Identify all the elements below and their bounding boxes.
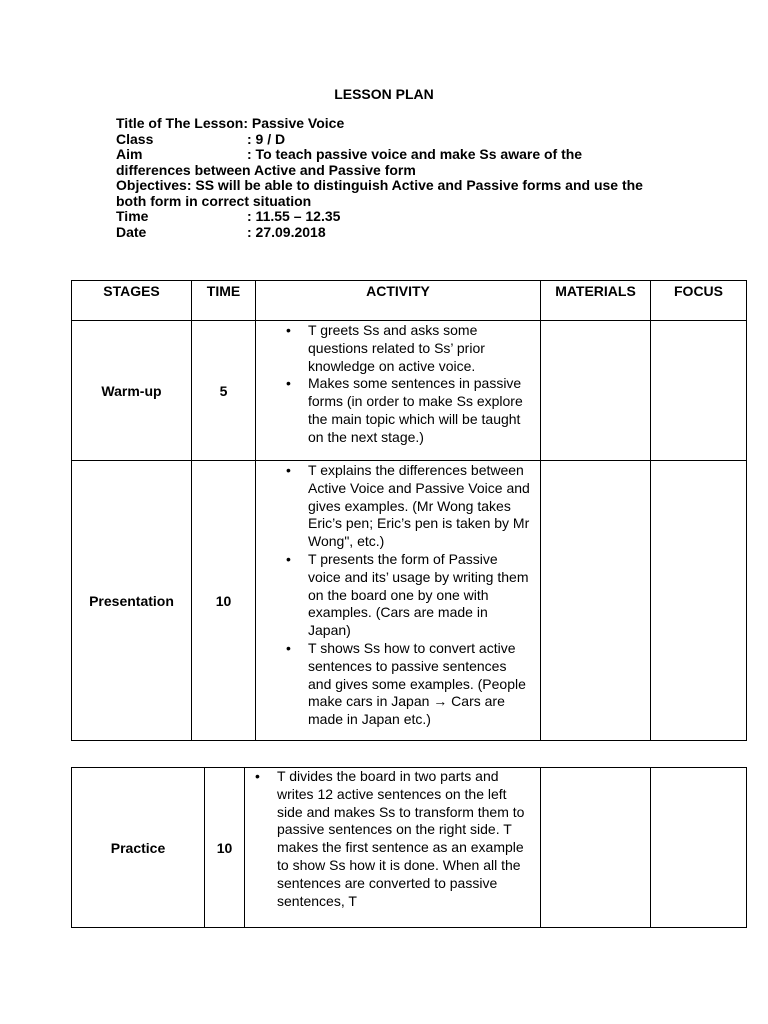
table-header-row <box>72 281 747 321</box>
table-row-practice <box>72 768 747 928</box>
time-cell: 10 <box>192 461 256 741</box>
materials-cell <box>541 461 651 741</box>
aim-value-continued: differences between Active and Passive form <box>116 161 416 178</box>
focus-cell <box>651 321 747 461</box>
time-row <box>116 209 676 225</box>
materials-cell <box>541 768 651 928</box>
activity-cell <box>256 321 541 461</box>
activity-item: • T divides the board in two parts and writes 12 active sentences on the left side and makes Ss to transform them to passive sentences on the right side. T makes the first sentence as an example to show Ss how it is done. When all the sentences are converted to passive sentences, T <box>277 768 532 910</box>
aim-label: Aim <box>116 146 143 162</box>
header-focus: FOCUS <box>651 281 747 321</box>
activity-item: • T presents the form of Passive voice and its’ usage by writing them on the board one by one with examples. (Cars are made in Japan) <box>308 551 532 640</box>
focus-cell <box>651 461 747 741</box>
time-cell: 10 <box>205 768 245 928</box>
time-value: : 11.55 – 12.35 <box>247 208 341 224</box>
date-label: Date <box>116 223 147 240</box>
stage-cell: Practice <box>72 768 205 928</box>
stage-cell: Presentation <box>72 461 192 741</box>
objectives-line-2: both form in correct situation <box>116 192 312 209</box>
lesson-meta <box>116 116 676 240</box>
activity-item: • T greets Ss and asks some questions related to Ss’ prior knowledge on active voice. <box>308 322 532 375</box>
lesson-plan-table-continued <box>71 767 747 928</box>
stage-cell: Warm-up <box>72 321 192 461</box>
header-materials: MATERIALS <box>541 281 651 321</box>
header-activity: ACTIVITY <box>256 281 541 321</box>
table-row-presentation <box>72 461 747 741</box>
activity-cell <box>245 768 541 928</box>
lesson-plan-table <box>71 280 747 741</box>
activity-list <box>256 321 540 447</box>
materials-cell <box>541 321 651 461</box>
header-stages: STAGES <box>72 281 192 321</box>
class-row <box>116 132 676 148</box>
activity-cell <box>256 461 541 741</box>
time-label: Time <box>116 208 149 224</box>
activity-item: • T explains the differences between Active Voice and Passive Voice and gives examples. (Mr Wong takes Eric’s pen; Eric’s pen is taken by Mr Wong", etc.) <box>308 462 532 551</box>
aim-value: : To teach passive voice and make Ss aware of the <box>247 146 583 162</box>
lesson-title-line: Title of The Lesson: Passive Voice <box>116 115 345 131</box>
activity-item: • T shows Ss how to convert active sentences to passive sentences and gives some examples. (People make cars in Japan → Cars are made in Japan etc.) <box>308 640 532 729</box>
activity-list <box>256 461 540 729</box>
date-row <box>116 225 676 241</box>
objectives-line-1: Objectives: SS will be able to distinguish Active and Passive forms and use the <box>116 177 643 193</box>
focus-cell <box>651 768 747 928</box>
activity-list <box>245 768 540 910</box>
date-value: : 27.09.2018 <box>247 223 326 240</box>
aim-row <box>116 147 676 163</box>
class-label: Class <box>116 130 154 147</box>
activity-item: • Makes some sentences in passive forms (in order to make Ss explore the main topic which will be taught on the next stage.) <box>308 375 532 446</box>
header-time: TIME <box>192 281 256 321</box>
time-cell: 5 <box>192 321 256 461</box>
page-title: LESSON PLAN <box>334 86 434 102</box>
class-value: : 9 / D <box>247 130 286 147</box>
table-row-warm-up <box>72 321 747 461</box>
